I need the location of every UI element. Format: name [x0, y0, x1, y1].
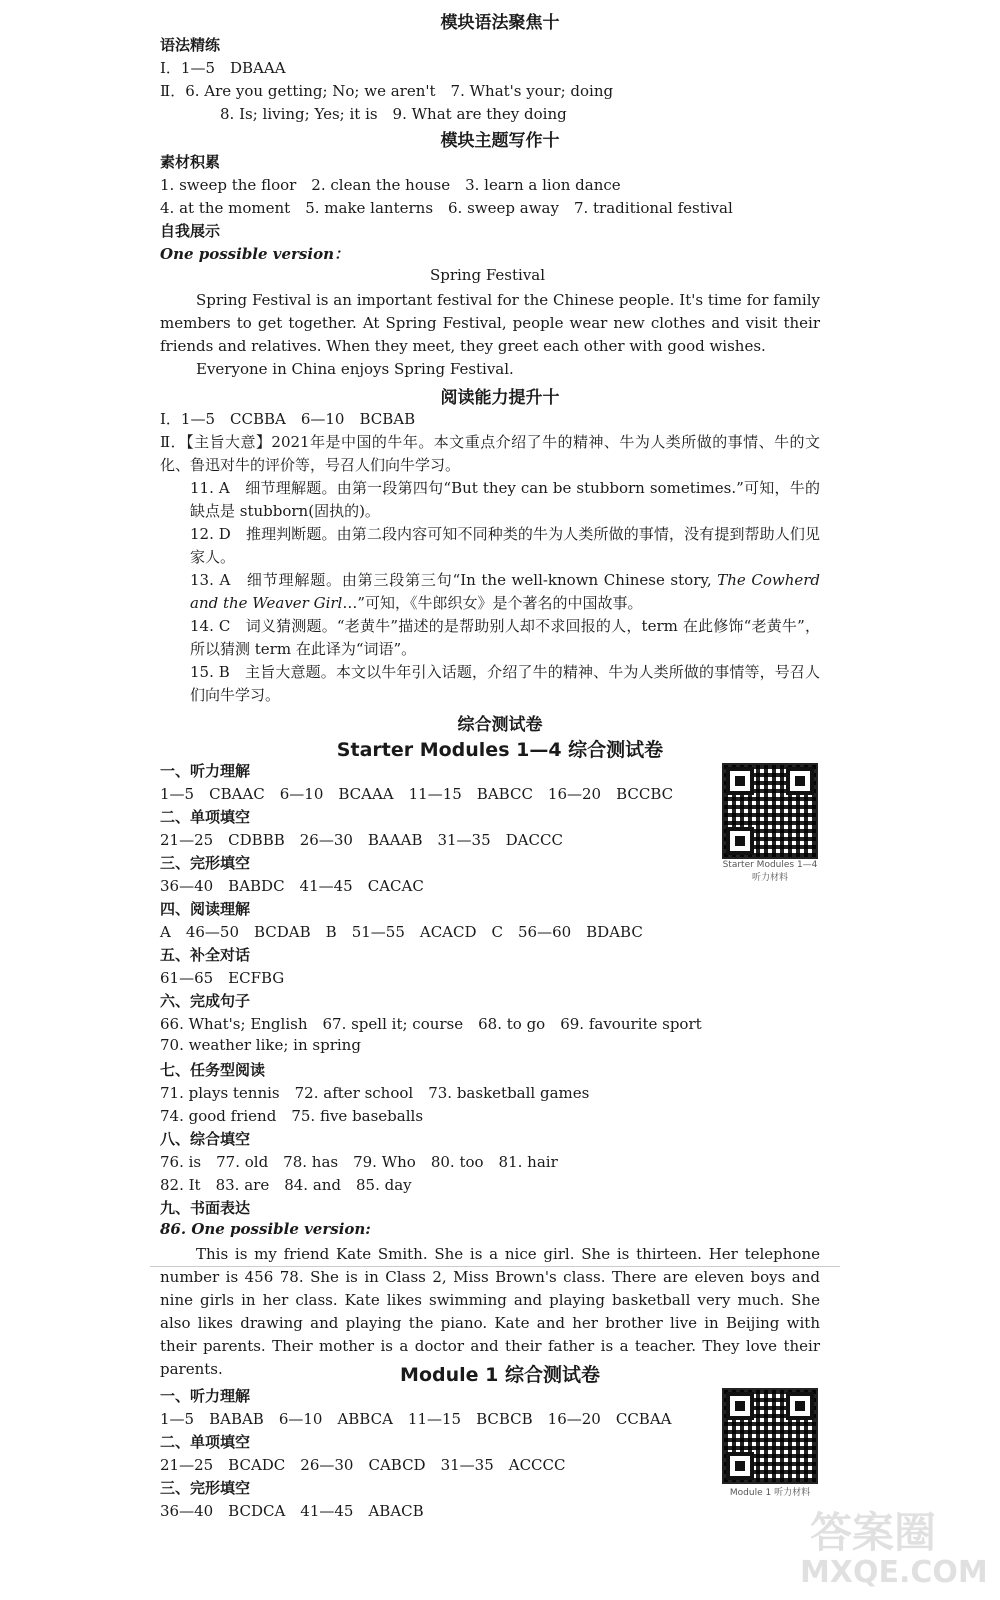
q13-part-2: …”可知，《牛郎织女》是个著名的中国故事。 [342, 594, 643, 612]
starter-a9: 86. One possible version: [160, 1220, 371, 1238]
qr-finder [726, 1452, 754, 1480]
qr-finder [726, 827, 754, 855]
writing-title: 模块主题写作十 [440, 131, 560, 151]
module1-test-title: Module 1 综合测试卷 [400, 1364, 600, 1386]
starter-a2: 21—25 CDBBB 26—30 BAAAB 31—35 DACCC [160, 831, 563, 849]
starter-a3: 36—40 BABDC 41—45 CACAC [160, 877, 424, 895]
reading-q13 [190, 569, 820, 615]
essay-paragraph-1 [160, 289, 820, 358]
grammar-answer-3: 8. Is; living; Yes; it is 9. What are they doing [220, 105, 567, 123]
starter-a8-line2: 82. It 83. are 84. and 85. day [160, 1176, 412, 1194]
reading-answer-1: Ⅰ．1—5 CCBBA 6—10 BCBAB [160, 410, 416, 428]
grammar-answer-2: Ⅱ．6. Are you getting; No; we aren't 7. What's your; doing [160, 82, 614, 100]
starter-h4: 四、阅读理解 [160, 900, 251, 918]
reading-q15: 15. B 主旨大意题。本文以牛年引入话题，介绍了牛的精神、牛为人类所做的事情等，号召人们向牛学习。 [190, 663, 820, 704]
module1-qr-code[interactable] [722, 1388, 818, 1484]
material-line-2: 4. at the moment 5. make lanterns 6. sweep away 7. traditional festival [160, 199, 733, 217]
comprehensive-test-title: 综合测试卷 [457, 715, 543, 735]
starter-h8: 八、综合填空 [160, 1130, 251, 1148]
material-heading: 素材积累 [160, 153, 221, 171]
reading-q14: 14. C 词义猜测题。“老黄牛”描述的是帮助别人却不求回报的人，term 在此修饰“老黄牛”，所以猜测 term 在此译为“词语”。 [190, 617, 820, 658]
essay-title: Spring Festival [429, 266, 546, 284]
essay-paragraph-2 [160, 358, 820, 381]
essay-p1-text: Spring Festival is an important festival for the Chinese people. It's time for family members to get together. At Spring Festival, people wear new clothes and visit their friends and relatives. When they meet, they greet each other with good wishes. [160, 291, 820, 355]
qr-finder [726, 767, 754, 795]
starter-h5: 五、补全对话 [160, 946, 251, 964]
qr-finder [726, 1392, 754, 1420]
grammar-focus-title: 模块语法聚焦十 [440, 13, 560, 33]
starter-qr-caption: Starter Modules 1—4 听力材料 [722, 860, 818, 883]
watermark-url: MXQE.COM [800, 1555, 988, 1590]
grammar-answer-1: Ⅰ．1—5 DBAAA [160, 59, 286, 77]
module1-a2: 21—25 BCADC 26—30 CABCD 31—35 ACCCC [160, 1456, 566, 1474]
watermark-logo: 答案圈 [810, 1508, 937, 1557]
reading-title: 阅读能力提升十 [440, 388, 560, 408]
starter-h3: 三、完形填空 [160, 854, 251, 872]
module1-a1: 1—5 BABAB 6—10 ABBCA 11—15 BCBCB 16—20 CCBAA [160, 1410, 672, 1428]
module1-h2: 二、单项填空 [160, 1433, 251, 1451]
q13-part-1: 13. A 细节理解题。由第三段第三句“In the well-known Chinese story, [190, 571, 712, 589]
material-line-1: 1. sweep the floor 2. clean the house 3. learn a lion dance [160, 176, 621, 194]
starter-a7-line1: 71. plays tennis 72. after school 73. basketball games [160, 1084, 590, 1102]
module1-h3: 三、完形填空 [160, 1479, 251, 1497]
starter-a5: 61—65 ECFBG [160, 969, 285, 987]
reading-q12: 12. D 推理判断题。由第二段内容可知不同种类的牛为人类所做的事情，没有提到帮助人们见家人。 [190, 525, 820, 566]
reading-main-idea: Ⅱ．【主旨大意】2021年是中国的牛年。本文重点介绍了牛的精神、牛为人类所做的事情、牛的文化、鲁迅对牛的评价等，号召人们向牛学习。 [160, 433, 820, 474]
starter-a4: A 46—50 BCDAB B 51—55 ACACD C 56—60 BDABC [160, 923, 643, 941]
starter-test-title: Starter Modules 1—4 综合测试卷 [336, 739, 664, 761]
starter-a6-line1: 66. What's; English 67. spell it; course 68. to go 69. favourite sport [160, 1015, 702, 1033]
module1-qr-caption: Module 1 听力材料 [729, 1488, 811, 1498]
starter-h6: 六、完成句子 [160, 992, 251, 1010]
q13-story-title: The Cowherd and the Weaver Girl [190, 571, 821, 612]
module1-h1: 一、听力理解 [160, 1387, 251, 1405]
page-divider [150, 1266, 840, 1267]
grammar-practice-heading: 语法精练 [160, 36, 221, 54]
starter-h9: 九、书面表达 [160, 1199, 251, 1217]
starter-a8-line1: 76. is 77. old 78. has 79. Who 80. too 81. hair [160, 1153, 558, 1171]
qr-finder [786, 1392, 814, 1420]
starter-a1: 1—5 CBAAC 6—10 BCAAA 11—15 BABCC 16—20 BCCBC [160, 785, 674, 803]
starter-h7: 七、任务型阅读 [160, 1061, 266, 1079]
starter-a7-line2: 74. good friend 75. five baseballs [160, 1107, 424, 1125]
starter-a6-line2: 70. weather like; in spring [160, 1036, 361, 1054]
starter-h2: 二、单项填空 [160, 808, 251, 826]
starter-h1: 一、听力理解 [160, 762, 251, 780]
possible-version-label: One possible version： [160, 245, 349, 263]
self-show-heading: 自我展示 [160, 222, 221, 240]
module1-a3: 36—40 BCDCA 41—45 ABACB [160, 1502, 424, 1520]
reading-q11: 11. A 细节理解题。由第一段第四句“But they can be stubborn sometimes.”可知，牛的缺点是 stubborn(固执的)。 [190, 479, 820, 520]
starter-essay-text: This is my friend Kate Smith. She is a nice girl. She is thirteen. Her telephone number is 456 78. She is in Class 2, Miss Brown's class. There are eleven boys and nine girls in her class. Kate likes swimming and playing basketball very much. She also likes drawing and playing the piano. Kate and her brother live in Beijing with their parents. Their mother is a doctor and their father is a teacher. They love their parents. [160, 1245, 820, 1378]
qr-finder [786, 767, 814, 795]
essay-p2-text: Everyone in China enjoys Spring Festival. [196, 360, 514, 378]
starter-qr-code[interactable] [722, 763, 818, 859]
